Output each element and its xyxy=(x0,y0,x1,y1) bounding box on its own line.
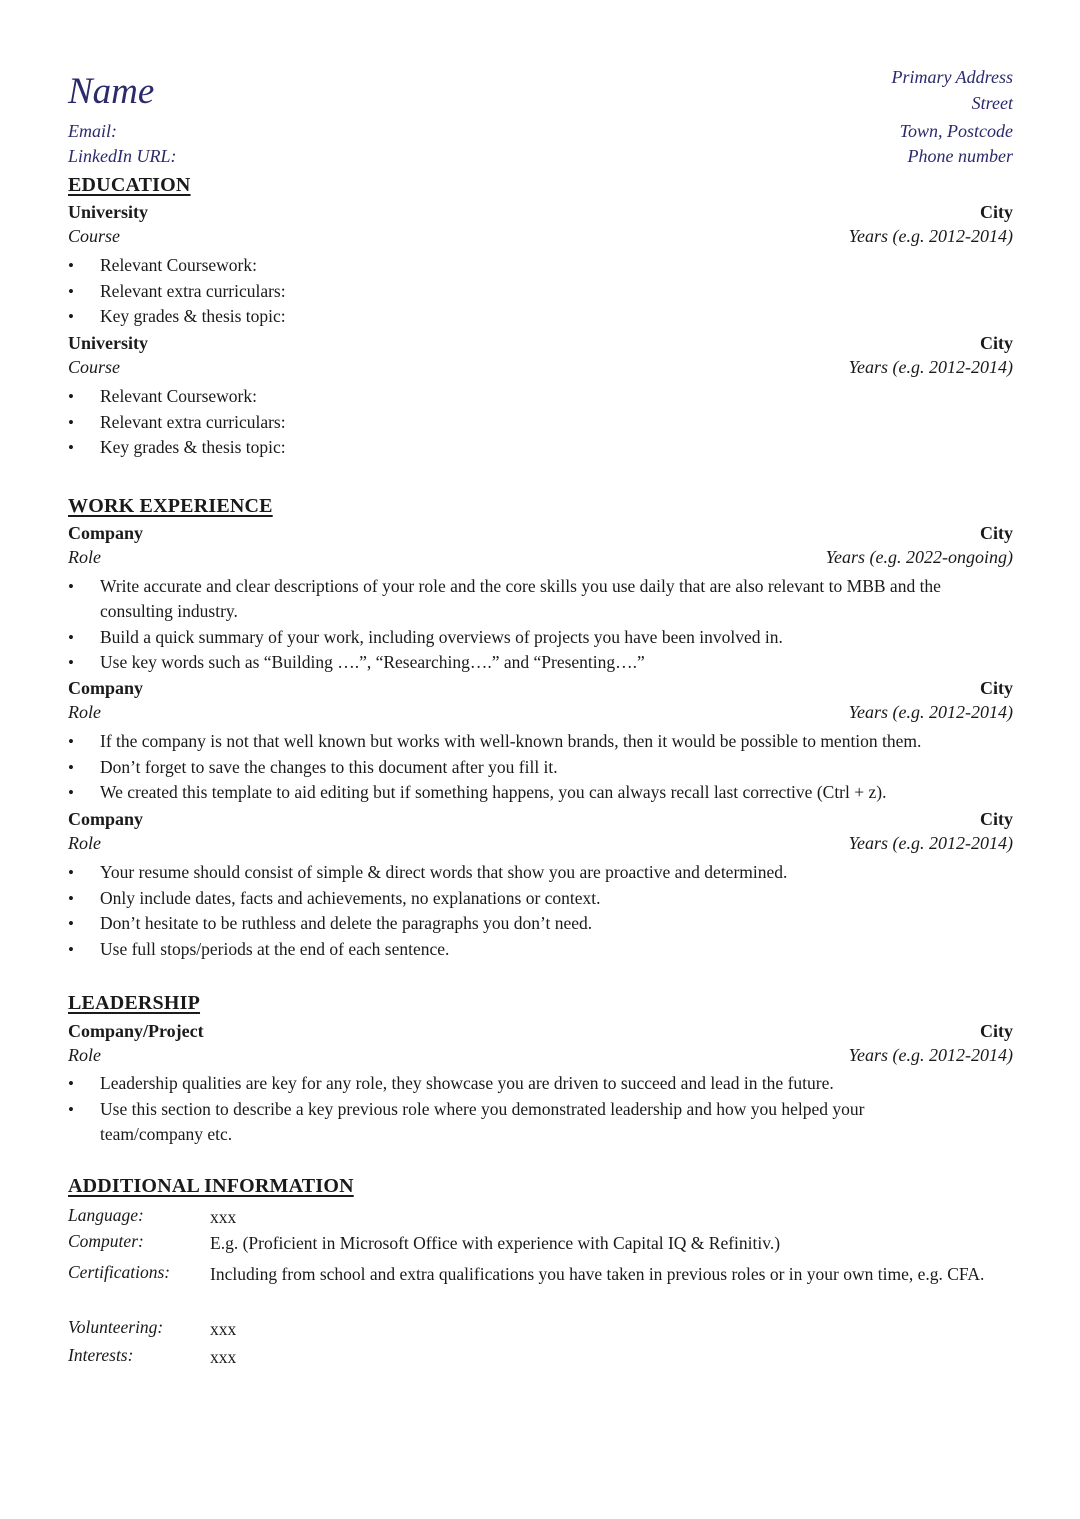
additional-value: xxx xyxy=(210,1347,237,1367)
list-item: • Use this section to describe a key previous role where you demonstrated leadership and how you helped your team/company etc. xyxy=(68,1097,1013,1147)
work-experience-heading: WORK EXPERIENCE xyxy=(68,495,273,517)
list-item: • Don’t hesitate to be ruthless and delete the paragraphs you don’t need. xyxy=(68,911,1013,936)
additional-value: Including from school and extra qualifications you have taken in previous roles or in your own time, e.g. CFA. xyxy=(210,1264,985,1284)
course: Course xyxy=(68,226,121,246)
work-entry-1-subheader xyxy=(68,547,1013,571)
company: Company xyxy=(68,523,144,543)
additional-value: xxx xyxy=(210,1207,237,1227)
address-line-1: Primary Address xyxy=(891,67,1013,87)
list-item: • Key grades & thesis topic: xyxy=(68,304,1013,329)
course: Course xyxy=(68,357,121,377)
leadership-entry-header xyxy=(68,1021,1013,1045)
role: Role xyxy=(68,547,101,567)
additional-value: E.g. (Proficient in Microsoft Office with experience with Capital IQ & Refinitiv.) xyxy=(210,1233,781,1253)
education-entry-2-header xyxy=(68,333,1013,357)
candidate-name: Name xyxy=(68,71,155,112)
role: Role xyxy=(68,702,101,722)
education-entry-1-header xyxy=(68,202,1013,226)
list-item: • Relevant Coursework: xyxy=(68,384,1013,409)
work-entry-2-subheader xyxy=(68,702,1013,726)
list-item: • Build a quick summary of your work, including overviews of projects you have been involved in. xyxy=(68,625,1013,650)
additional-label: Computer: xyxy=(68,1231,144,1251)
list-item: • Use key words such as “Building ….”, “Researching….” and “Presenting….” xyxy=(68,650,1013,675)
years: Years (e.g. 2012-2014) xyxy=(848,226,1013,246)
years: Years (e.g. 2012-2014) xyxy=(848,1045,1013,1065)
work-entry-2-header xyxy=(68,678,1013,702)
work-entry-3-bullets xyxy=(68,860,1013,962)
company: Company xyxy=(68,809,144,829)
work-entry-2-bullets xyxy=(68,729,1013,806)
city: City xyxy=(980,809,1013,829)
role: Role xyxy=(68,1045,101,1065)
years: Years (e.g. 2012-2014) xyxy=(848,357,1013,377)
company: Company/Project xyxy=(68,1021,204,1041)
list-item: • Only include dates, facts and achievements, no explanations or context. xyxy=(68,886,1013,911)
additional-label: Interests: xyxy=(68,1345,134,1365)
additional-label: Language: xyxy=(68,1205,144,1225)
institution: University xyxy=(68,333,148,353)
phone-number: Phone number xyxy=(907,146,1013,166)
list-item: • Your resume should consist of simple & direct words that show you are proactive and determined. xyxy=(68,860,1013,885)
list-item: • If the company is not that well known but works with well-known brands, then it would be possible to mention them. xyxy=(68,729,1013,754)
work-entry-1-header xyxy=(68,523,1013,547)
list-item: • Relevant extra curriculars: xyxy=(68,410,1013,435)
list-item: • Relevant extra curriculars: xyxy=(68,279,1013,304)
additional-label: Certifications: xyxy=(68,1262,171,1282)
city: City xyxy=(980,678,1013,698)
leadership-bullets xyxy=(68,1071,1013,1147)
years: Years (e.g. 2012-2014) xyxy=(848,833,1013,853)
leadership-heading: LEADERSHIP xyxy=(68,992,201,1014)
email-label: Email: xyxy=(68,121,117,141)
list-item: • Don’t forget to save the changes to this document after you fill it. xyxy=(68,755,1013,780)
education-entry-1-subheader xyxy=(68,226,1013,250)
city: City xyxy=(980,1021,1013,1041)
city: City xyxy=(980,202,1013,222)
work-entry-3-subheader xyxy=(68,833,1013,857)
list-item: • Write accurate and clear descriptions of your role and the core skills you use daily that are also relevant to MBB and the consulting industry. xyxy=(68,574,1013,624)
city: City xyxy=(980,333,1013,353)
additional-label: Volunteering: xyxy=(68,1317,164,1337)
work-entry-3-header xyxy=(68,809,1013,833)
education-entry-2-subheader xyxy=(68,357,1013,381)
additional-value: xxx xyxy=(210,1319,237,1339)
list-item: • Relevant Coursework: xyxy=(68,253,1013,278)
leadership-entry-subheader xyxy=(68,1045,1013,1069)
list-item: • Use full stops/periods at the end of each sentence. xyxy=(68,937,1013,962)
years: Years (e.g. 2022-ongoing) xyxy=(825,547,1013,567)
institution: University xyxy=(68,202,148,222)
list-item: • We created this template to aid editing but if something happens, you can always recall last corrective (Ctrl + z). xyxy=(68,780,1013,805)
years: Years (e.g. 2012-2014) xyxy=(848,702,1013,722)
education-entry-1-bullets xyxy=(68,253,1013,330)
list-item: • Key grades & thesis topic: xyxy=(68,435,1013,460)
address-line-3: Town, Postcode xyxy=(899,121,1013,141)
education-heading: EDUCATION xyxy=(68,174,191,196)
list-item: • Leadership qualities are key for any role, they showcase you are driven to succeed and lead in the future. xyxy=(68,1071,1013,1096)
linkedin-label: LinkedIn URL: xyxy=(68,146,177,166)
address-line-2: Street xyxy=(971,93,1013,113)
role: Role xyxy=(68,833,101,853)
additional-info-heading: ADDITIONAL INFORMATION xyxy=(68,1175,354,1197)
company: Company xyxy=(68,678,144,698)
education-entry-2-bullets xyxy=(68,384,1013,461)
work-entry-1-bullets xyxy=(68,574,1013,676)
city: City xyxy=(980,523,1013,543)
